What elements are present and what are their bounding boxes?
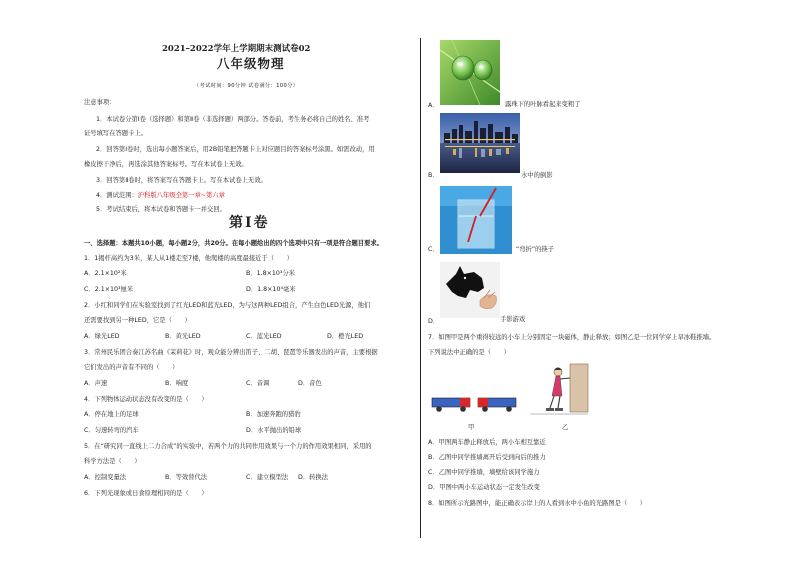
q1-stem: 1．1揭杆高约为3米，某人从1楼走至7楼，他爬楼的高度最接近于（ ）	[84, 255, 293, 262]
q3-stem-1: 3．常州民乐团合奏江苏名曲《茉莉花》时，观众能分辨出笛子、二胡、琵琶等乐器发出的声音，主要根据	[84, 349, 378, 356]
exam-info: （考试时间：90分钟 试卷满分：100分）	[194, 83, 299, 89]
note-line-6: 5．考试结束后，将本试卷和答题卡一并交回。	[96, 206, 226, 213]
q7-option-c: C．乙图中同学推墙，墙壁给该同学施力	[428, 469, 540, 476]
q2-option-d: D．橙光LED	[327, 333, 364, 340]
q2-stem-2: 还需要找到另一种LED，它是（ ）	[84, 317, 191, 324]
q1-option-a: A．2.1×10²米	[84, 270, 127, 277]
q6-option-c-caption: “弯折”的筷子	[516, 246, 555, 253]
q2-option-c: C．蓝光LED	[246, 333, 282, 340]
note-line-4: 橡皮擦干净后，再选涂其他答案标号。写在本试卷上无效。	[84, 161, 248, 168]
q7-label-jia: 甲	[468, 424, 475, 431]
q2-option-b: B．黄光LED	[165, 333, 201, 340]
q1-option-b: B．1.8×10³分米	[246, 270, 296, 277]
q7-option-b: B．乙图中同学推墙离开后受到向后的推力	[428, 454, 546, 461]
note-line-5: 3．回答第Ⅱ卷时，将答案写在答题卡上。写在本试卷上无效。	[96, 177, 267, 184]
city-reflection-image	[440, 113, 520, 173]
q4-option-c: C．匀速转弯的汽车	[84, 427, 139, 434]
note-scope-value: 沪科版八年级全第一章~第六章	[137, 192, 225, 199]
q3-option-b: B．响度	[165, 380, 189, 387]
note-scope-prefix: 4．测试范围：	[96, 192, 138, 199]
q3-option-a: A．声速	[84, 380, 108, 387]
q7-stem-2: 下列说法中正确的是（ ）	[428, 349, 510, 356]
q6-option-a-letter: A．	[428, 102, 439, 109]
q6-option-a-caption: 露珠下的叶脉看起来变粗了	[505, 101, 581, 108]
glass-chopstick-image	[440, 186, 512, 254]
note-line-1: 1．本试卷分第Ⅰ卷（选择题）和第Ⅱ卷（非选择题）两部分。答卷前，考生务必将自己的姓名、准考	[96, 116, 370, 123]
q1-option-c: C．2.1×10³厘米	[84, 286, 134, 293]
q6-option-d-caption: 手影游戏	[500, 316, 526, 323]
q8-stem: 8．如图所示光路图中，能正确表示岸上的人看到水中小鱼的光路图是（ ）	[428, 500, 647, 507]
q7-stem-1: 7．如图甲是两个重得较远的小车上分别固定一块磁体，静止释放；如图乙是一位同学穿上旱冰鞋推墙。	[428, 334, 716, 341]
notes-heading: 注意事项：	[84, 99, 116, 106]
q7-option-a: A．甲图两车静止释放后，两小车相互靠近	[428, 439, 546, 446]
q5-option-b: B．等效替代法	[165, 474, 208, 481]
q6-option-c-letter: C．	[428, 246, 439, 253]
section-instruction: 一、选择题：本题共10小题，每小题2分，共20分。在每小题给出的四个选项中只有一项是符合题目要求。	[84, 240, 383, 247]
q6-stem: 6．下列光现象或日食原理相同的是（ ）	[84, 490, 208, 497]
hand-shadow-image	[440, 262, 500, 318]
q5-option-a: A．控制变量法	[84, 474, 127, 481]
q5-option-c: C．建立模型法	[246, 474, 289, 481]
note-line-3: 2．回答第Ⅰ卷时，选出每小题答案后，用2B铅笔把答题卡上对应题目的答案标号涂黑。如需改动，用	[96, 146, 375, 153]
section-title: 第Ⅰ卷	[229, 215, 270, 231]
q5-option-d: D．转换法	[298, 474, 329, 481]
q4-option-b: B．加速奔跑的猎豹	[246, 411, 301, 418]
q6-option-b-caption: 水中的倒影	[521, 172, 553, 179]
q3-option-d: D．音色	[298, 380, 322, 387]
q3-stem-2: 它们发出的声音有不同的（ ）	[84, 364, 179, 371]
note-scope	[96, 192, 225, 200]
q6-option-d-letter: D．	[428, 318, 440, 325]
q3-option-c: C．音调	[246, 380, 270, 387]
q2-option-a: A．绿光LED	[84, 333, 120, 340]
q2-stem-1: 2．小红和同学们在实验室找到了红光LED和蓝光LED，为与这两种LED组合，产生白色LED光源，他们	[84, 302, 371, 309]
q4-option-a: A．停在地上的足球	[84, 411, 139, 418]
q7-figure	[430, 362, 590, 420]
exam-title: 2021–2022学年上学期期末测试卷02	[162, 44, 311, 54]
q1-option-d: D．1.8×10⁴毫米	[246, 286, 296, 293]
q4-stem: 4．下列物体运动状态没有改变的是（ ）	[84, 396, 208, 403]
q4-option-d: D．水平抛出的铅球	[246, 427, 302, 434]
column-divider	[420, 38, 421, 538]
q6-option-b-letter: B．	[428, 172, 439, 179]
dew-leaf-image	[440, 40, 500, 105]
subject-title: 八年级物理	[217, 56, 285, 71]
q5-stem-2: 科学方法是（ ）	[84, 458, 141, 465]
q7-label-yi: 乙	[562, 424, 569, 431]
q5-stem-1: 5．在“研究同一直线上二力合成”的实验中，若两个力的共同作用效果与一个力的作用效果相同，采用的	[84, 443, 372, 450]
q7-option-d: D．甲图中两小车运动状态一定发生改变	[428, 484, 540, 491]
note-line-2: 证号填写在答题卡上。	[84, 130, 147, 137]
